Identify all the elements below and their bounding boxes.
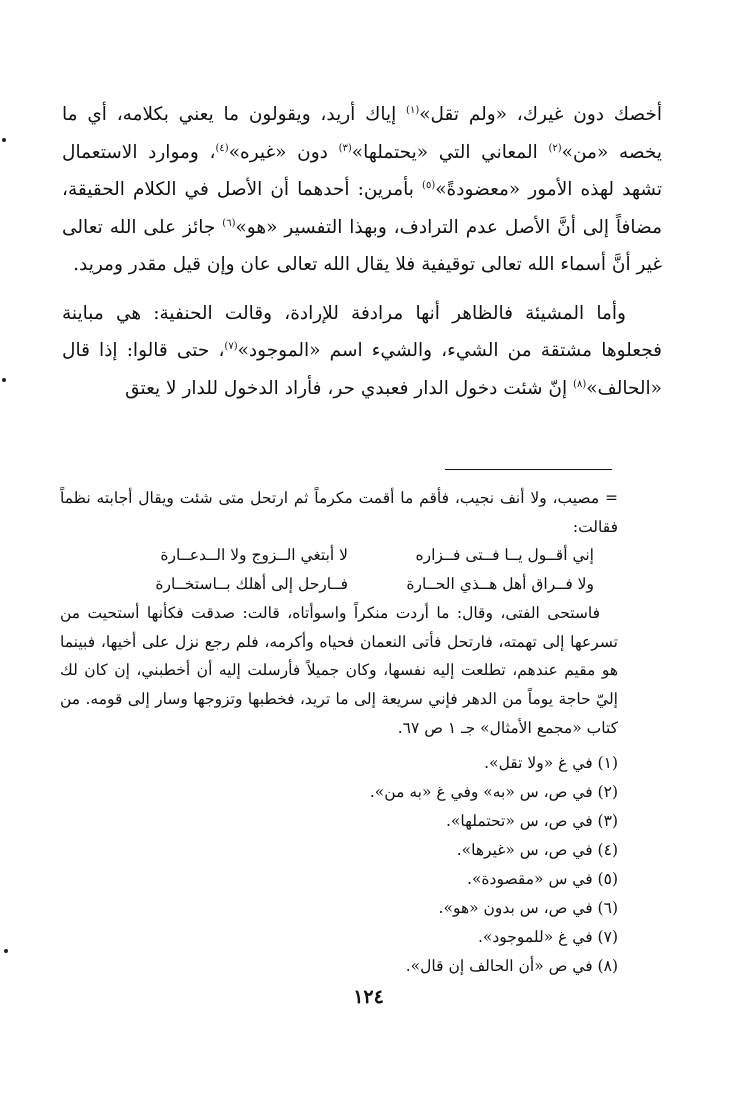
text-run: أخصك دون غيرك، «ولم تقل» [419, 104, 662, 125]
scan-dot [4, 949, 8, 953]
footnote-continuation [60, 484, 618, 742]
paragraph-1 [62, 96, 662, 284]
text-run: جائز على الله تعالى غير أنَّ أسماء الله تعالى توقيفية فلا يقال الله تعالى عان وإن قيل مقدر ومريد. [62, 216, 662, 275]
footnote: (٧) في غ «للموجود». [477, 928, 618, 946]
poem-hemistich: فــارحل إلى أهلك بــاستخــارة [155, 575, 348, 594]
footnote-ref: (١) [406, 104, 420, 116]
footnote-ref: (٨) [573, 378, 587, 390]
poem-hemistich: ولا فــراق أهل هــذي الحــارة [406, 575, 594, 594]
text-run: وأما المشيئة فالظاهر أنها مرادفة للإرادة، وقالت الحنفية: هي مباينة فجعلوها مشتقة من الشيء، والشيء اسم «الموجود» [62, 302, 662, 361]
footnote: (٦) في ص، س بدون «هو». [438, 899, 618, 917]
paragraph-2 [62, 295, 662, 408]
footnote-ref: (٧) [224, 340, 238, 352]
text-run: المعاني التي «يحتملها» [351, 141, 549, 163]
footnotes-list [120, 749, 618, 981]
footnote-ref: (٣) [338, 142, 352, 154]
footnote-ref: (٢) [548, 142, 562, 154]
footnote: (١) في غ «ولا تقل». [484, 754, 618, 772]
text-run: بأمرين: أحدهما أن الأصل في الكلام الحقيقة، مضافاً إلى أنَّ الأصل عدم الترادف، وبهذا التفسير «هو» [62, 179, 662, 238]
footnote-ref: (٤) [215, 142, 229, 154]
footnote-separator [445, 469, 612, 470]
text-run: دون «غيره» [228, 141, 339, 163]
text-run: إياك أريد، ويقولون ما يعني بكلامه، أي ما يخصه «من» [62, 104, 662, 163]
poem-verse [60, 570, 618, 599]
footnote: (٨) في ص «أن الحالف إن قال». [405, 957, 618, 975]
footnote-continuation-text: = مصيب، ولا أنف نجيب، فأقم ما أقمت مكرماً ثم ارتحل متى شئت ويقال أجابته نظماً فقالت: [60, 489, 618, 536]
footnote-story-text: فاستحى الفتى، وقال: ما أردت منكراً واسوأتاه، قالت: صدقت فكأنها أستحيت من تسرعها إلى تهمته، فارتحل فأتى النعمان فحياه وأكرمه، فلم رجع نزل على أخيها، فبينما هو مقيم عندهم، تطلعت إليه نفسها، وكان جميلاً فأرسلت إليه أن أخطبني، إن كان لك إليّ حاجة يوماً من الدهر فإني سريعة إلى ما تريد، فخطبها وتزوجها وسار إلى قومه. من كتاب «مجمع الأمثال» جـ ١ ص ٦٧. [60, 603, 618, 737]
scan-dot [2, 378, 6, 382]
footnote: (٣) في ص، س «تحتملها». [446, 812, 618, 830]
text-run: ، وموارد الاستعمال تشهد لهذه الأمور «معضودةً» [62, 141, 662, 200]
footnote: (٤) في ص، س «غيرها». [456, 841, 618, 859]
footnote: (٢) في ص، س «به» وفي غ «به من». [369, 783, 618, 801]
footnote-ref: (٦) [222, 217, 236, 229]
footnote: (٥) في س «مقصودة». [467, 870, 618, 888]
footnote-ref: (٥) [422, 179, 436, 191]
poem-verse [60, 541, 618, 570]
text-run: ، حتى قالوا: إذا قال «الحالف» [62, 340, 662, 399]
text-run: إنّ شئت دخول الدار فعبدي حر، فأراد الدخول للدار لا يعتق [125, 377, 574, 399]
poem-hemistich: إني أقــول يــا فــتى فــزاره [415, 546, 594, 565]
page-number: ١٢٤ [353, 986, 384, 1008]
main-text [62, 96, 662, 407]
poem [60, 541, 618, 598]
scan-dot [2, 138, 6, 142]
poem-hemistich: لا أبتغي الــزوج ولا الــدعــارة [160, 546, 348, 565]
